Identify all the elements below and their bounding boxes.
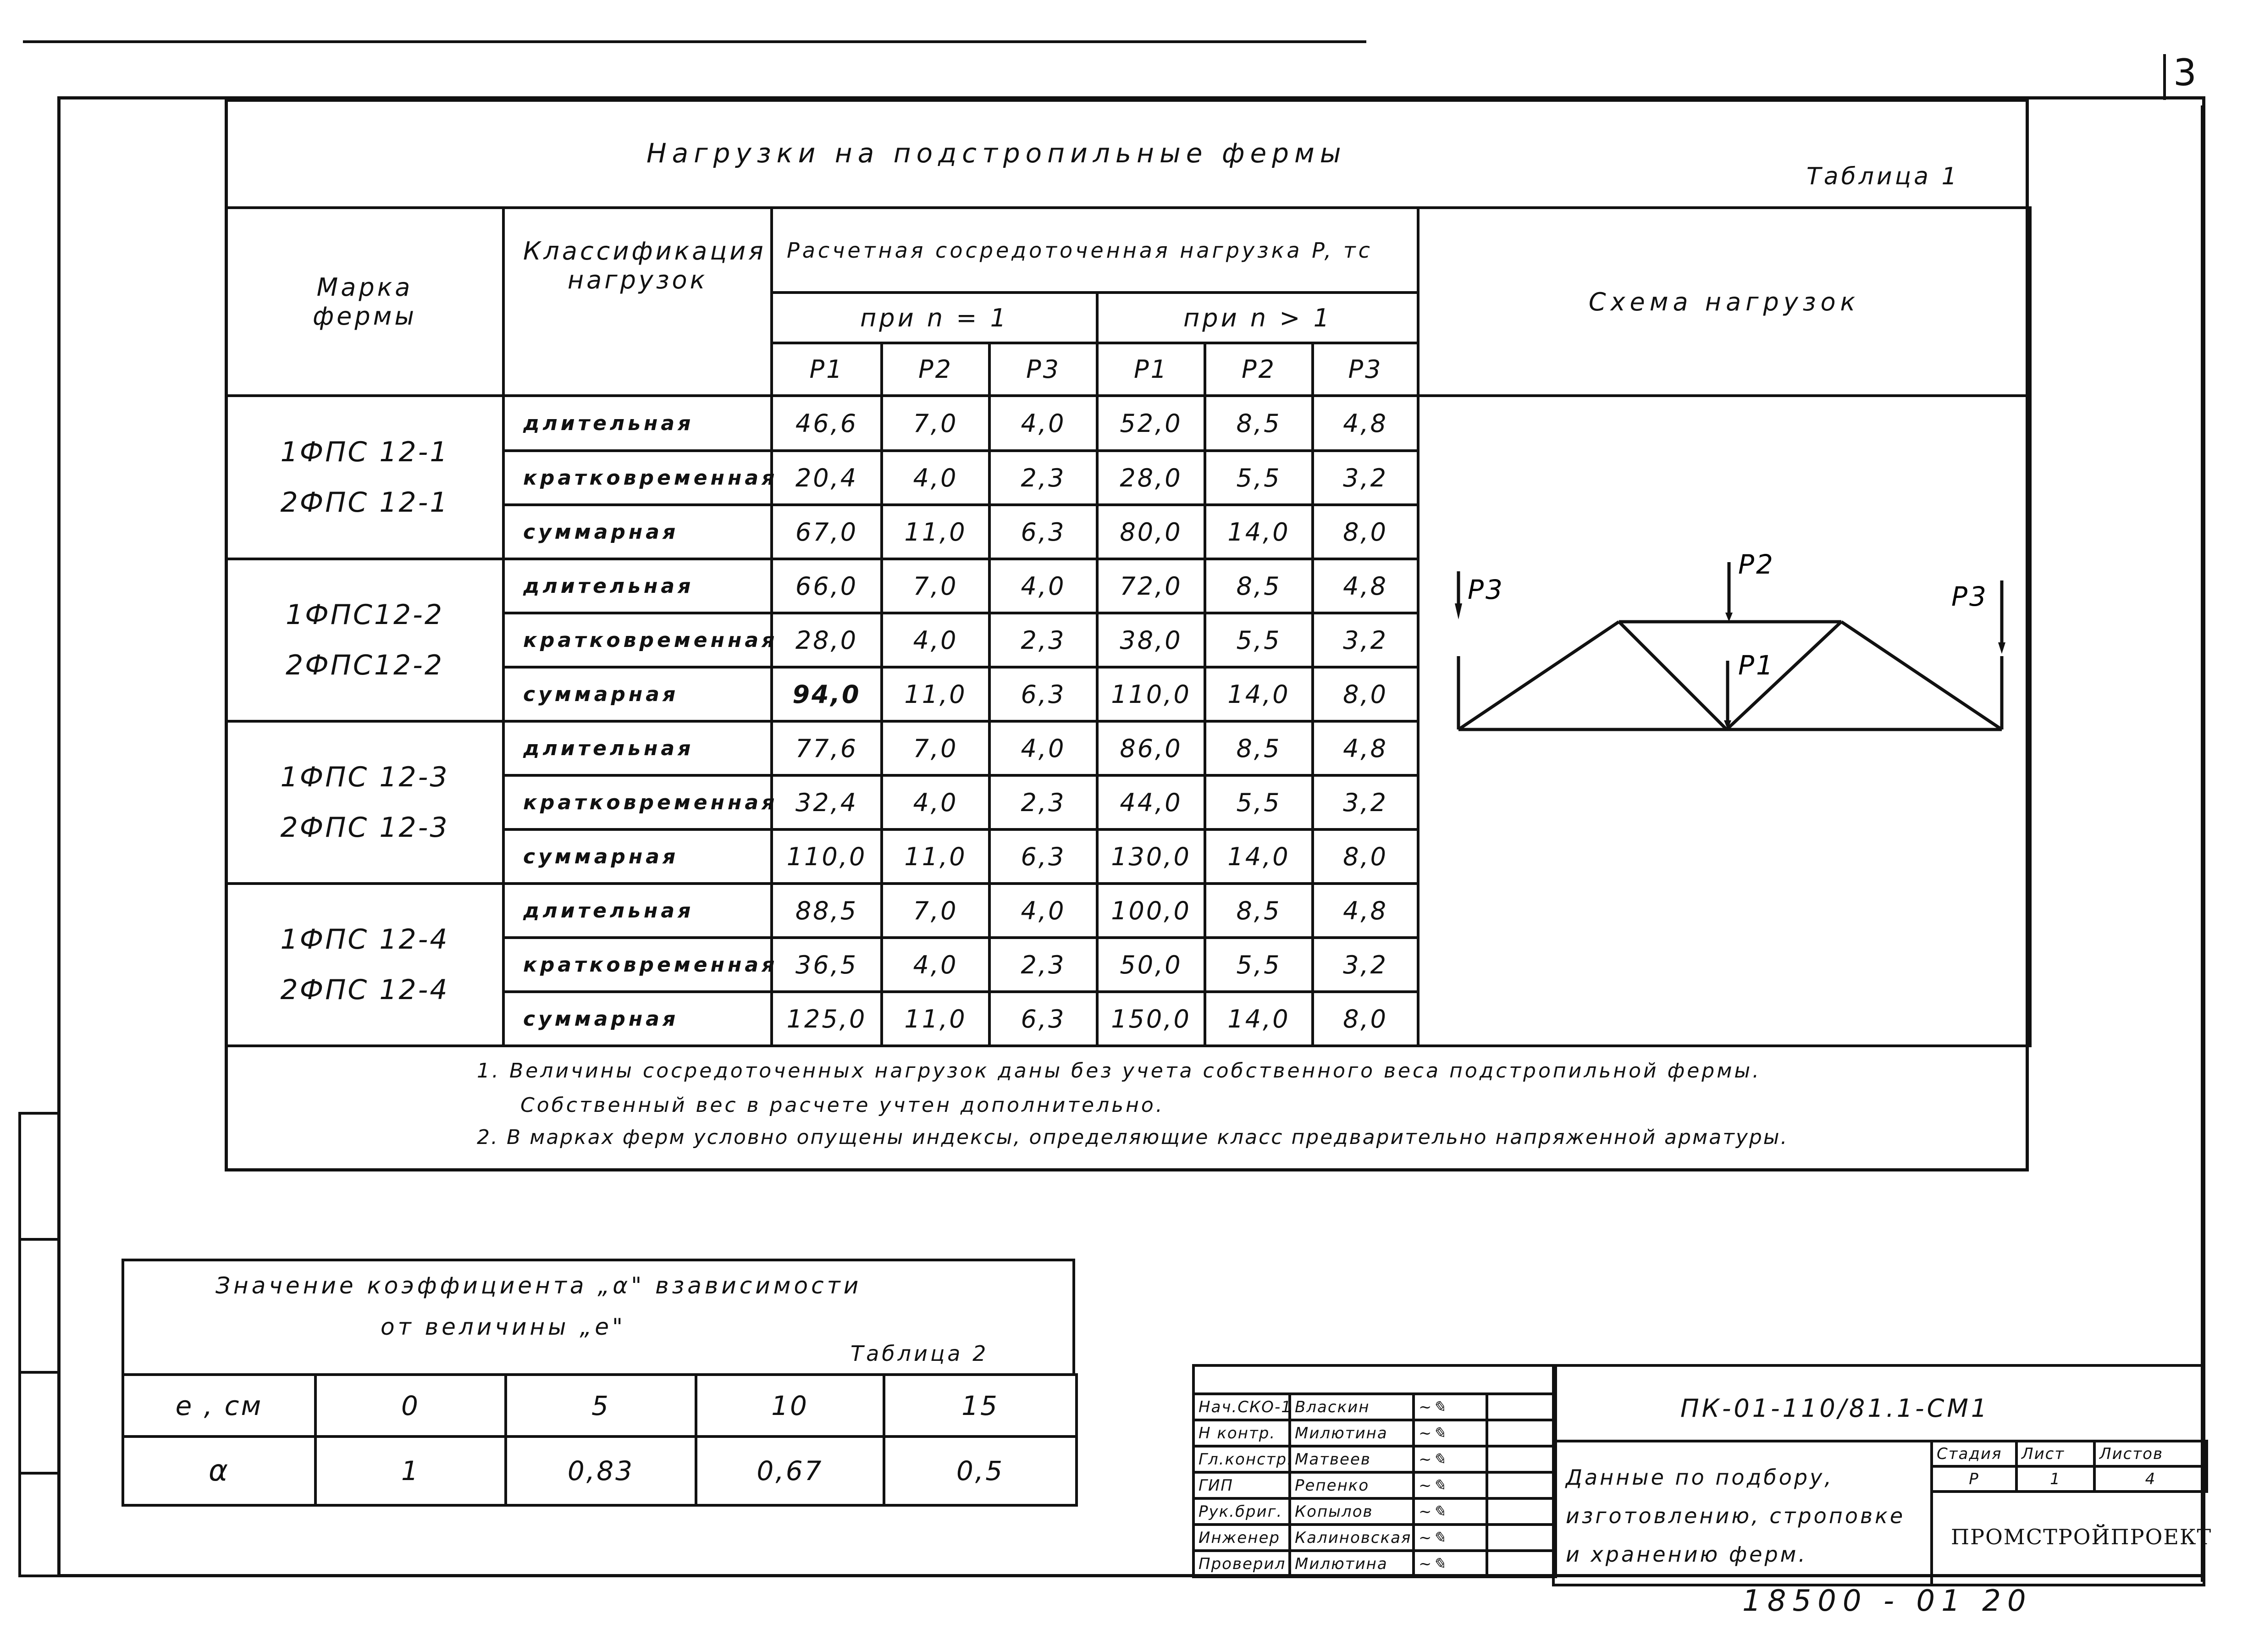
value-cell: 5,5 — [1205, 938, 1313, 992]
e-label-cell: e , см — [123, 1375, 315, 1437]
value-cell: 2,3 — [989, 451, 1097, 505]
alpha-value-cell: 1 — [315, 1437, 506, 1505]
class-cell: длительная — [503, 721, 772, 775]
col-class-header: Классификация нагрузок — [503, 208, 772, 396]
mark-cell — [226, 396, 503, 559]
mark-text: 1ФПС 12-1 — [280, 436, 449, 468]
value-cell: 4,0 — [989, 721, 1097, 775]
value-cell: 66,0 — [772, 559, 882, 613]
truss-inner-left — [1619, 622, 1727, 729]
value-cell: 4,0 — [882, 938, 989, 992]
load-scheme-diagram — [1419, 397, 2032, 1048]
table-row — [1193, 1394, 1556, 1420]
e-value-cell: 0 — [315, 1375, 506, 1437]
value-cell: 52,0 — [1097, 396, 1205, 451]
class-cell: кратковременная — [503, 775, 772, 829]
table-row — [123, 1375, 1077, 1437]
value-cell: 11,0 — [882, 829, 989, 884]
name-cell: Репенко — [1290, 1472, 1414, 1498]
class-cell: суммарная — [503, 829, 772, 884]
organization-name: ПРОМСТРОЙПРОЕКТ — [1951, 1525, 2212, 1549]
value-cell: 2,3 — [989, 775, 1097, 829]
arrow-head — [1998, 642, 2005, 654]
value-cell: 4,8 — [1313, 721, 1418, 775]
value-cell: 28,0 — [772, 613, 882, 667]
value-cell: 88,5 — [772, 884, 882, 938]
value-cell: 50,0 — [1097, 938, 1205, 992]
alpha-value-cell: 0,5 — [884, 1437, 1077, 1505]
signature-block — [1192, 1364, 1557, 1578]
loads-table — [225, 206, 2032, 1047]
value-cell: 44,0 — [1097, 775, 1205, 829]
n-gt-header: при n > 1 — [1097, 293, 1418, 343]
role-cell: Проверил — [1193, 1551, 1290, 1577]
signature-icon: ~✎ — [1419, 1398, 1447, 1416]
top-margin-line — [23, 40, 1366, 43]
class-cell: длительная — [503, 396, 772, 451]
col-load-header: Расчетная сосредоточенная нагрузка P, тс — [772, 208, 1418, 293]
value-cell: 4,0 — [882, 613, 989, 667]
value-cell: 11,0 — [882, 992, 989, 1046]
value-cell: 8,5 — [1205, 396, 1313, 451]
document-description: Данные по подбору, изготовлению, строповке и хранению ферм. — [1566, 1465, 1906, 1567]
value-cell: 36,5 — [772, 938, 882, 992]
value-cell: 14,0 — [1205, 667, 1313, 721]
value-cell: 28,0 — [1097, 451, 1205, 505]
name-cell: Копылов — [1290, 1498, 1414, 1525]
table1-label: Таблица 1 — [1806, 163, 1960, 190]
value-cell: 8,0 — [1313, 667, 1418, 721]
class-cell: длительная — [503, 559, 772, 613]
table-row — [1193, 1525, 1556, 1551]
value-cell: 5,5 — [1205, 775, 1313, 829]
role-cell: ГИП — [1193, 1472, 1290, 1498]
name-cell: Милютина — [1290, 1420, 1414, 1446]
value-cell: 14,0 — [1205, 992, 1313, 1046]
value-cell: 8,0 — [1313, 992, 1418, 1046]
value-cell: 5,5 — [1205, 613, 1313, 667]
col-mark-header: Марка фермы — [226, 208, 503, 396]
mark-cell — [226, 884, 503, 1046]
value-cell: 46,6 — [772, 396, 882, 451]
value-cell: 77,6 — [772, 721, 882, 775]
role-cell: Инженер — [1193, 1525, 1290, 1551]
value-cell: 110,0 — [772, 829, 882, 884]
value-cell: 110,0 — [1097, 667, 1205, 721]
value-cell: 4,0 — [989, 396, 1097, 451]
mark-text: 1ФПС 12-4 — [280, 923, 449, 956]
p-header: P2 — [882, 343, 989, 396]
table2-title-line1: Значение коэффициента „α" взависимости — [215, 1272, 862, 1299]
mark-text: 2ФПС 12-1 — [280, 486, 449, 519]
binding-divider — [18, 1472, 60, 1475]
value-cell: 130,0 — [1097, 829, 1205, 884]
value-cell: 125,0 — [772, 992, 882, 1046]
mark-text: 1ФПС12-2 — [285, 599, 444, 631]
table2-title-line2: от величины „e" — [381, 1314, 626, 1340]
binding-divider — [18, 1371, 60, 1374]
scheme-label-p3-left: P3 — [1468, 574, 1504, 605]
value-cell: 6,3 — [989, 992, 1097, 1046]
mark-text: 2ФПС12-2 — [285, 649, 444, 681]
signature-icon: ~✎ — [1419, 1424, 1447, 1442]
name-cell: Власкин — [1290, 1394, 1414, 1420]
name-cell: Калиновская — [1290, 1525, 1414, 1551]
value-cell: 6,3 — [989, 505, 1097, 559]
scheme-cell — [1418, 396, 2030, 1046]
truss-right-diagonal — [1841, 622, 2002, 729]
signature-cell — [1414, 1498, 1487, 1525]
role-cell: Нач.СКО-1 — [1193, 1394, 1290, 1420]
role-cell: Н контр. — [1193, 1420, 1290, 1446]
table1-title: Нагрузки на подстропильные фермы — [646, 138, 1347, 169]
mark-text: 2ФПС 12-4 — [280, 974, 449, 1006]
class-cell: кратковременная — [503, 451, 772, 505]
class-cell: кратковременная — [503, 938, 772, 992]
class-cell: суммарная — [503, 992, 772, 1046]
value-cell: 100,0 — [1097, 884, 1205, 938]
value-cell: 4,0 — [989, 559, 1097, 613]
table2-label: Таблица 2 — [851, 1341, 989, 1366]
n-eq-header: при n = 1 — [772, 293, 1097, 343]
value-cell: 94,0 — [772, 667, 882, 721]
value-cell: 3,2 — [1313, 451, 1418, 505]
signature-icon: ~✎ — [1419, 1476, 1447, 1495]
table-row — [123, 1437, 1077, 1505]
page-number: 3 — [2173, 51, 2199, 94]
value-cell: 20,4 — [772, 451, 882, 505]
sheet-value: 1 — [2016, 1466, 2094, 1492]
value-cell: 86,0 — [1097, 721, 1205, 775]
p-header: P3 — [989, 343, 1097, 396]
coefficient-table — [122, 1373, 1078, 1507]
value-cell: 6,3 — [989, 667, 1097, 721]
mark-text: 2ФПС 12-3 — [280, 812, 449, 844]
value-cell: 67,0 — [772, 505, 882, 559]
stage-value: Р — [1932, 1466, 2016, 1492]
value-cell: 2,3 — [989, 938, 1097, 992]
class-cell: кратковременная — [503, 613, 772, 667]
alpha-value-cell: 0,83 — [506, 1437, 696, 1505]
value-cell: 4,8 — [1313, 884, 1418, 938]
name-cell: Матвеев — [1290, 1446, 1414, 1472]
name-cell: Милютина — [1290, 1551, 1414, 1577]
signature-cell — [1414, 1394, 1487, 1420]
role-cell: Рук.бриг. — [1193, 1498, 1290, 1525]
value-cell: 11,0 — [882, 505, 989, 559]
signature-icon: ~✎ — [1419, 1554, 1447, 1573]
value-cell: 7,0 — [882, 884, 989, 938]
value-cell: 7,0 — [882, 721, 989, 775]
value-cell: 3,2 — [1313, 938, 1418, 992]
note-1b: Собственный вес в расчете учтен дополнительно. — [520, 1094, 1165, 1117]
scheme-label-p2: P2 — [1738, 549, 1775, 580]
value-cell: 11,0 — [882, 667, 989, 721]
signature-cell — [1414, 1525, 1487, 1551]
value-cell: 7,0 — [882, 559, 989, 613]
table-row — [1193, 1498, 1556, 1525]
value-cell: 7,0 — [882, 396, 989, 451]
signature-cell — [1414, 1472, 1487, 1498]
mark-text: 1ФПС 12-3 — [280, 761, 449, 793]
value-cell: 4,0 — [989, 884, 1097, 938]
sheets-value: 4 — [2094, 1466, 2207, 1492]
class-cell: суммарная — [503, 667, 772, 721]
table-row — [1193, 1420, 1556, 1446]
value-cell: 4,0 — [882, 775, 989, 829]
value-cell: 8,0 — [1313, 505, 1418, 559]
value-cell: 38,0 — [1097, 613, 1205, 667]
value-cell: 80,0 — [1097, 505, 1205, 559]
e-value-cell: 10 — [696, 1375, 884, 1437]
p-header: P1 — [1097, 343, 1205, 396]
table-row — [1193, 1551, 1556, 1577]
table-row — [1193, 1446, 1556, 1472]
signature-icon: ~✎ — [1419, 1502, 1447, 1521]
value-cell: 32,4 — [772, 775, 882, 829]
signature-cell — [1414, 1551, 1487, 1577]
alpha-label-cell: α — [123, 1437, 315, 1505]
col-scheme-header: Схема нагрузок — [1418, 208, 2030, 396]
e-value-cell: 15 — [884, 1375, 1077, 1437]
p-header: P3 — [1313, 343, 1418, 396]
binding-divider — [18, 1238, 60, 1241]
class-cell: длительная — [503, 884, 772, 938]
note-2: 2. В марках ферм условно опущены индексы, определяющие класс предварительно напряженной арматуры. — [477, 1126, 1789, 1149]
value-cell: 150,0 — [1097, 992, 1205, 1046]
e-value-cell: 5 — [506, 1375, 696, 1437]
note-1a: 1. Величины сосредоточенных нагрузок даны без учета собственного веса подстропильной фермы. — [477, 1059, 1762, 1083]
value-cell: 2,3 — [989, 613, 1097, 667]
value-cell: 4,8 — [1313, 396, 1418, 451]
table-row — [1932, 1441, 2207, 1466]
page-number-divider — [2163, 54, 2166, 100]
value-cell: 4,8 — [1313, 559, 1418, 613]
class-cell: суммарная — [503, 505, 772, 559]
value-cell: 8,0 — [1313, 829, 1418, 884]
value-cell: 4,0 — [882, 451, 989, 505]
table-row — [1193, 1472, 1556, 1498]
sheet-label: Лист — [2016, 1441, 2094, 1466]
value-cell: 6,3 — [989, 829, 1097, 884]
table-row — [226, 396, 2030, 451]
stage-label: Стадия — [1932, 1441, 2016, 1466]
alpha-value-cell: 0,67 — [696, 1437, 884, 1505]
bottom-number: 18500 - 01 20 — [1742, 1584, 2033, 1618]
document-code: ПК-01-110/81.1-СМ1 — [1680, 1394, 1990, 1423]
signature-cell — [1414, 1446, 1487, 1472]
signature-icon: ~✎ — [1419, 1450, 1447, 1469]
value-cell: 8,5 — [1205, 559, 1313, 613]
mark-cell — [226, 721, 503, 884]
value-cell: 8,5 — [1205, 721, 1313, 775]
right-margin-line — [2201, 105, 2204, 1582]
table-row — [1932, 1466, 2207, 1492]
value-cell: 72,0 — [1097, 559, 1205, 613]
signature-icon: ~✎ — [1419, 1528, 1447, 1547]
value-cell: 8,5 — [1205, 884, 1313, 938]
scheme-label-p1: P1 — [1738, 650, 1775, 681]
arrow-head — [1455, 603, 1462, 619]
scheme-label-p3-right: P3 — [1951, 581, 1988, 612]
p-header: P2 — [1205, 343, 1313, 396]
sheets-label: Листов — [2094, 1441, 2207, 1466]
role-cell: Гл.констр. — [1193, 1446, 1290, 1472]
value-cell: 5,5 — [1205, 451, 1313, 505]
stage-table — [1930, 1440, 2208, 1493]
value-cell: 3,2 — [1313, 613, 1418, 667]
truss-left-diagonal — [1458, 622, 1619, 729]
signature-cell — [1414, 1420, 1487, 1446]
mark-cell — [226, 559, 503, 721]
value-cell: 14,0 — [1205, 829, 1313, 884]
left-binding-strip — [18, 1112, 61, 1577]
p-header: P1 — [772, 343, 882, 396]
value-cell: 3,2 — [1313, 775, 1418, 829]
value-cell: 14,0 — [1205, 505, 1313, 559]
